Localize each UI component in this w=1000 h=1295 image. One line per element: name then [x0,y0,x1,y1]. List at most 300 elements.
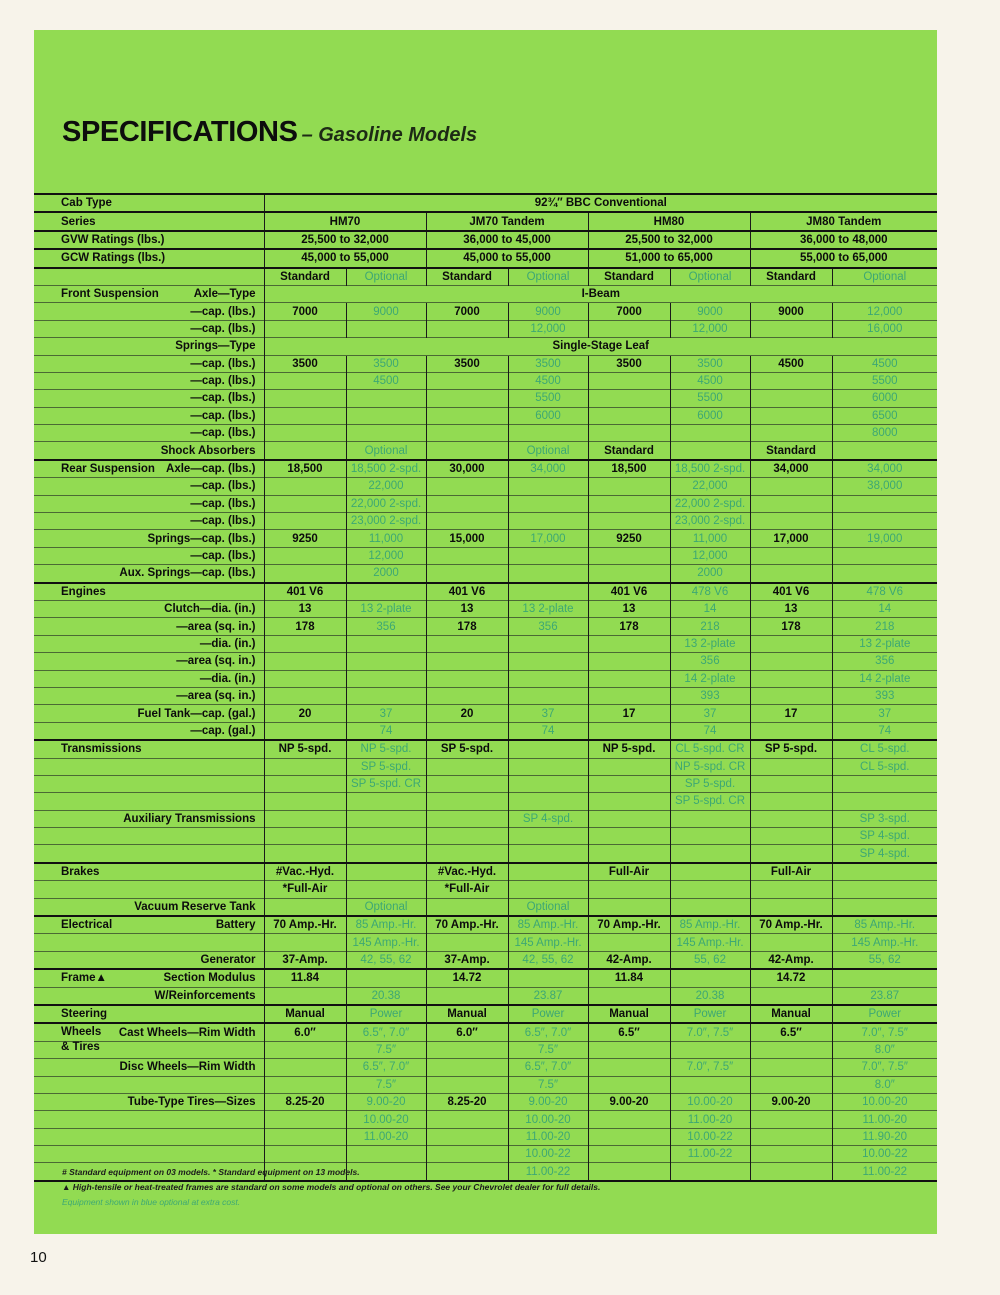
spec-cell [750,687,832,704]
spec-cell [750,653,832,670]
spec-cell: NP 5-spd. [346,740,426,758]
spec-cell: 218 [670,618,750,635]
row-label-text: W/Reinforcements [154,989,256,1002]
spec-cell [264,810,346,827]
row-label [34,372,264,389]
spec-cell: 13 2-plate [832,635,937,652]
section-label: Steering [61,1007,108,1020]
spec-cell: NP 5-spd. [588,740,670,758]
spec-cell: 3500 [670,355,750,372]
spec-cell: 13 [264,600,346,617]
row-label-text: Axle—Type [193,288,256,301]
spec-cell: 16,000 [832,320,937,337]
spec-row [34,407,937,424]
spec-cell: Standard [750,442,832,460]
spec-cell: 37 [346,705,426,722]
spec-row [34,845,937,863]
spec-row [34,194,937,212]
spec-cell: 393 [832,687,937,704]
spec-cell: 42-Amp. [750,951,832,969]
spec-cell [750,1076,832,1093]
spec-cell [670,828,750,845]
spec-cell [264,390,346,407]
row-label [34,495,264,512]
row-label-text: Fuel Tank—cap. (gal.) [137,707,256,720]
spec-cell [426,758,508,775]
spec-cell: 6.5″, 7.0″ [508,1023,588,1041]
row-label-text: —cap. (lbs.) [190,322,256,335]
spec-cell: 145 Amp.-Hr. [670,934,750,951]
spec-cell [426,407,508,424]
spec-cell [264,653,346,670]
spec-cell: 20.38 [346,987,426,1005]
spec-row [34,969,937,987]
spec-cell: SP 4-spd. [832,828,937,845]
spec-cell: 11.90-20 [832,1128,937,1145]
spec-cell [264,1041,346,1058]
spec-cell [750,881,832,898]
spec-row [34,898,937,916]
spec-cell: Power [346,1005,426,1023]
spec-cell [750,407,832,424]
spec-cell [832,793,937,810]
row-label [34,547,264,564]
spec-cell [426,775,508,792]
spec-cell: 74 [508,722,588,740]
spec-cell [426,793,508,810]
spec-cell [750,425,832,442]
spec-cell: HM80 [588,212,750,230]
spec-cell [508,758,588,775]
spec-cell [264,372,346,389]
spec-cell: JM70 Tandem [426,212,588,230]
row-label-text: —cap. (lbs.) [190,375,256,388]
spec-row [34,338,937,355]
spec-cell: 356 [508,618,588,635]
spec-cell [426,1128,508,1145]
spec-cell: 9000 [346,303,426,320]
spec-cell [426,513,508,530]
row-label [34,1146,264,1163]
row-label [34,793,264,810]
spec-cell [426,442,508,460]
spec-cell: 6.5″, 7.0″ [346,1059,426,1076]
footnotes [62,1165,600,1210]
spec-cell [588,987,670,1005]
spec-cell: 356 [670,653,750,670]
row-label-text: —cap. (lbs.) [190,357,256,370]
spec-cell: 18,500 2-spd. [346,460,426,478]
spec-row [34,355,937,372]
row-label-text: —cap. (lbs.) [190,427,256,440]
row-label [34,320,264,337]
spec-cell: 7.0″, 7.5″ [670,1023,750,1041]
row-label [34,600,264,617]
spec-cell [346,1146,426,1163]
spec-row [34,670,937,687]
spec-cell: 14 [670,600,750,617]
spec-cell: 9.00-20 [508,1093,588,1110]
spec-cell [508,495,588,512]
row-label-text: Springs—cap. (lbs.) [147,532,256,545]
spec-cell: 478 V6 [670,583,750,601]
spec-cell: SP 4-spd. [508,810,588,827]
spec-cell [346,863,426,881]
spec-cell: SP 5-spd. CR [346,775,426,792]
spec-cell: 7000 [264,303,346,320]
spec-cell: 11.00-20 [508,1128,588,1145]
spec-cell: 45,000 to 55,000 [264,249,426,267]
row-label [34,670,264,687]
spec-cell [264,1111,346,1128]
spec-cell [670,442,750,460]
spec-cell [426,1076,508,1093]
spec-cell: 6.5″, 7.0″ [346,1023,426,1041]
spec-row [34,1076,937,1093]
spec-cell: Single-Stage Leaf [264,338,937,355]
row-label [34,987,264,1005]
spec-cell [588,793,670,810]
spec-row [34,372,937,389]
spec-row [34,810,937,827]
spec-cell [588,1146,670,1163]
spec-row [34,705,937,722]
spec-cell [832,898,937,916]
spec-cell [508,881,588,898]
spec-cell: 145 Amp.-Hr. [346,934,426,951]
spec-cell: 9.00-20 [346,1093,426,1110]
spec-cell [750,372,832,389]
spec-cell [670,881,750,898]
section-label: Wheels [61,1026,102,1039]
spec-cell [346,320,426,337]
spec-row [34,212,937,230]
spec-cell [588,1076,670,1093]
spec-cell: 145 Amp.-Hr. [508,934,588,951]
spec-cell: 3500 [588,355,670,372]
spec-cell: 20 [426,705,508,722]
spec-cell: SP 5-spd. [426,740,508,758]
row-label-text: Axle—cap. (lbs.) [166,463,256,476]
spec-cell: I-Beam [264,285,937,302]
spec-row [34,460,937,478]
spec-cell [426,565,508,583]
row-label [34,687,264,704]
spec-cell [264,478,346,495]
row-label [34,1023,264,1054]
spec-cell: 11.00-22 [670,1146,750,1163]
spec-cell: 7.0″, 7.5″ [670,1059,750,1076]
spec-cell: Standard [750,268,832,286]
spec-cell [264,775,346,792]
spec-cell [264,513,346,530]
spec-cell: 3500 [508,355,588,372]
spec-cell [346,969,426,987]
spec-cell [588,547,670,564]
spec-cell: SP 3-spd. [832,810,937,827]
spec-cell [426,372,508,389]
spec-cell [426,898,508,916]
spec-cell: 9.00-20 [588,1093,670,1110]
spec-cell: 34,000 [832,460,937,478]
spec-cell [750,495,832,512]
spec-cell: 3500 [264,355,346,372]
spec-cell: 6.0″ [426,1023,508,1041]
title-main: SPECIFICATIONS [62,116,298,148]
spec-cell: 37 [832,705,937,722]
spec-cell [750,565,832,583]
spec-cell: 13 [426,600,508,617]
row-label [34,1076,264,1093]
spec-cell [346,425,426,442]
spec-row [34,390,937,407]
spec-cell: 45,000 to 55,000 [426,249,588,267]
spec-cell [264,687,346,704]
spec-cell: 13 2-plate [508,600,588,617]
row-label-text: —cap. (lbs.) [190,392,256,405]
spec-row [34,320,937,337]
spec-cell: 74 [346,722,426,740]
spec-cell [670,845,750,863]
spec-cell: Power [832,1005,937,1023]
spec-cell: 38,000 [832,478,937,495]
spec-cell: Power [508,1005,588,1023]
spec-cell: 10.00-20 [670,1093,750,1110]
spec-row [34,600,937,617]
spec-cell [750,828,832,845]
spec-cell: *Full-Air [264,881,346,898]
spec-cell: 11,000 [670,530,750,547]
spec-cell: 13 [588,600,670,617]
spec-cell: 19,000 [832,530,937,547]
spec-cell [588,425,670,442]
spec-cell: Standard [426,268,508,286]
spec-row [34,758,937,775]
spec-cell [750,810,832,827]
spec-cell [426,495,508,512]
spec-cell: 7.5″ [508,1041,588,1058]
row-label-text: —cap. (lbs.) [190,497,256,510]
spec-cell: 70 Amp.-Hr. [426,916,508,934]
spec-cell: 17,000 [750,530,832,547]
spec-cell: 7.0″, 7.5″ [832,1059,937,1076]
spec-cell [346,635,426,652]
spec-cell [750,1059,832,1076]
spec-cell: 36,000 to 45,000 [426,231,588,249]
spec-cell: 23,000 2-spd. [670,513,750,530]
row-label [34,653,264,670]
row-label [34,513,264,530]
spec-cell: 6500 [832,407,937,424]
spec-row [34,478,937,495]
spec-row [34,618,937,635]
row-label-text: Clutch—dia. (in.) [164,603,256,616]
spec-cell [508,740,588,758]
spec-cell: 7.0″, 7.5″ [832,1023,937,1041]
row-label [34,249,264,267]
spec-cell: HM70 [264,212,426,230]
spec-cell: 10.00-22 [508,1146,588,1163]
spec-cell [750,722,832,740]
spec-cell [508,478,588,495]
spec-cell: 18,500 2-spd. [670,460,750,478]
spec-cell: 92¾″ BBC Conventional [264,194,937,212]
spec-cell [426,1041,508,1058]
row-label-text: —dia. (in.) [199,672,256,685]
spec-cell: 25,500 to 32,000 [264,231,426,249]
spec-cell [264,758,346,775]
spec-cell [264,934,346,951]
spec-cell: 145 Amp.-Hr. [832,934,937,951]
spec-cell: 8.0″ [832,1041,937,1058]
spec-cell [588,1041,670,1058]
spec-cell [750,320,832,337]
spec-cell [750,758,832,775]
spec-cell [832,863,937,881]
spec-cell [346,687,426,704]
spec-cell: #Vac.-Hyd. [264,863,346,881]
spec-cell: 401 V6 [264,583,346,601]
spec-cell [670,1163,750,1181]
spec-row [34,495,937,512]
row-label [34,303,264,320]
spec-cell: 14 2-plate [670,670,750,687]
spec-cell [508,863,588,881]
spec-cell [264,495,346,512]
spec-cell [832,969,937,987]
row-label-text: Vacuum Reserve Tank [134,900,256,913]
spec-cell: 14 2-plate [832,670,937,687]
spec-cell [508,670,588,687]
spec-cell: #Vac.-Hyd. [426,863,508,881]
spec-cell [670,863,750,881]
row-label-text: —cap. (lbs.) [190,480,256,493]
row-label [34,863,264,881]
row-label-text: —area (sq. in.) [176,690,256,703]
spec-cell [508,583,588,601]
spec-cell [264,407,346,424]
spec-cell [264,1059,346,1076]
spec-cell: 2000 [346,565,426,583]
spec-cell [426,478,508,495]
spec-cell: 55,000 to 65,000 [750,249,937,267]
spec-cell [750,1163,832,1181]
row-label [34,268,264,286]
section-label: & Tires [61,1041,100,1054]
spec-cell: 11.00-20 [832,1111,937,1128]
spec-cell: 10.00-20 [832,1093,937,1110]
spec-cell: 6.5″ [588,1023,670,1041]
spec-cell: 18,500 [264,460,346,478]
row-label [34,212,264,230]
spec-cell: 34,000 [508,460,588,478]
spec-cell: 70 Amp.-Hr. [750,916,832,934]
spec-cell: 13 [750,600,832,617]
spec-cell [426,1059,508,1076]
spec-row [34,1059,937,1076]
spec-cell: 11,000 [346,530,426,547]
spec-cell: 178 [426,618,508,635]
spec-cell: 23,000 2-spd. [346,513,426,530]
spec-cell: 11.00-22 [508,1163,588,1181]
spec-cell [588,407,670,424]
spec-cell [426,828,508,845]
row-label [34,898,264,916]
footnote-standard-equipment: # Standard equipment on 03 models. * Standard equipment on 13 models. [62,1167,360,1177]
section-label: Brakes [61,865,100,878]
spec-cell: 7.5″ [346,1041,426,1058]
spec-cell: 4500 [508,372,588,389]
row-label [34,969,264,987]
spec-cell [588,320,670,337]
spec-cell: 17 [588,705,670,722]
spec-row [34,828,937,845]
spec-cell [264,845,346,863]
spec-cell: CL 5-spd. [832,758,937,775]
spec-cell: 8.25-20 [426,1093,508,1110]
spec-cell [264,987,346,1005]
row-label-text: Series [61,215,96,228]
spec-cell: 85 Amp.-Hr. [508,916,588,934]
spec-cell [346,810,426,827]
spec-cell [346,828,426,845]
spec-row [34,881,937,898]
footnote-optional-legend: Equipment shown in blue optional at extra cost. [62,1197,241,1207]
row-label-text: —dia. (in.) [199,637,256,650]
spec-row [34,425,937,442]
row-label [34,740,264,758]
spec-cell: 4500 [346,372,426,389]
spec-cell [426,810,508,827]
spec-cell: 178 [264,618,346,635]
row-label [34,231,264,249]
spec-cell: 12,000 [832,303,937,320]
spec-cell: 356 [832,653,937,670]
spec-cell: 37 [508,705,588,722]
spec-cell [588,372,670,389]
spec-cell: 6000 [670,407,750,424]
row-label [34,1128,264,1145]
spec-cell [346,793,426,810]
spec-cell: 10.00-22 [670,1128,750,1145]
spec-cell: 3500 [426,355,508,372]
spec-cell [346,583,426,601]
spec-cell [588,635,670,652]
spec-cell: 4500 [832,355,937,372]
spec-cell [588,390,670,407]
spec-cell: 11.00-20 [346,1128,426,1145]
spec-cell: 6.5″, 7.0″ [508,1059,588,1076]
spec-cell [588,670,670,687]
spec-cell: 7.5″ [346,1076,426,1093]
spec-cell: 11.84 [264,969,346,987]
spec-cell [750,547,832,564]
spec-cell: Optional [508,268,588,286]
spec-cell [588,898,670,916]
spec-cell [832,565,937,583]
row-label [34,478,264,495]
row-label [34,530,264,547]
spec-cell: NP 5-spd. [264,740,346,758]
spec-cell: 55, 62 [670,951,750,969]
spec-cell: 10.00-20 [508,1111,588,1128]
spec-cell [264,1128,346,1145]
spec-cell: 74 [670,722,750,740]
spec-cell [750,934,832,951]
spec-cell: CL 5-spd. [832,740,937,758]
spec-cell [750,775,832,792]
spec-cell: Optional [832,268,937,286]
